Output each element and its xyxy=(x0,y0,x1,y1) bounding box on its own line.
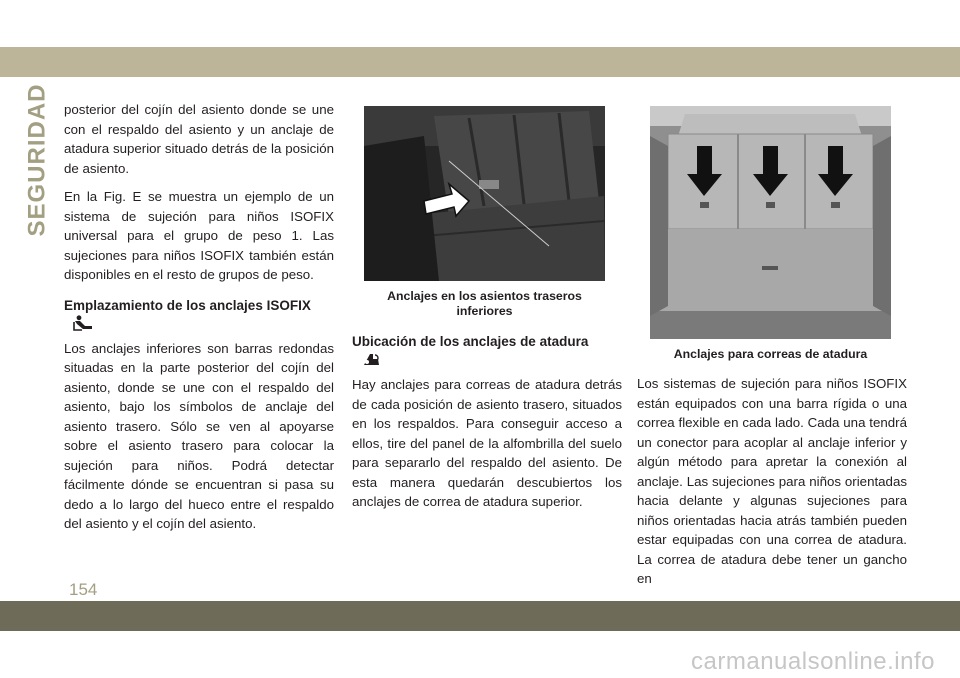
section-tab xyxy=(22,83,52,237)
figure-caption: Anclajes en los asientos traseros inferiores xyxy=(387,289,582,318)
paragraph: posterior del cojín del asiento donde se une con el respaldo del asiento y un anclaje de atadura superior situado detrás de la posición de asiento. xyxy=(64,102,334,176)
rear-seat-illustration xyxy=(364,106,605,281)
paragraph: Los sistemas de sujeción para niños ISOFIX están equipados con una barra rígida o una correa flexible en cada lado. Cada una tendrá un conector para acoplar al anclaje inferior y algún método para apretar la conexión al anclaje. Las sujeciones para niños orientadas hacia delante y algunas sujeciones para niños orientadas hacia atrás también pueden estar equipadas con una correa de atadura. La correa de atadura debe tener un gancho en xyxy=(637,376,907,586)
section-heading-tether: Ubicación de los anclajes de atadura xyxy=(352,334,589,349)
rear-seat-anchors-photo xyxy=(364,106,605,281)
isofix-anchor-icon xyxy=(72,315,94,331)
column-2 xyxy=(352,100,622,521)
tether-anchor-icon xyxy=(360,351,382,367)
paragraph: Los anclajes inferiores son barras redondas situadas en la parte posterior del cojín del asiento, donde se une con el respaldo del asiento, bajo los símbolos de anclaje del asiento trasero. Sólo se ven al apoyarse sobre el asiento trasero para colocar la sujeción para niños. Podrá detectar fácilmente dónde se encuentran si pasa su dedo a lo largo del hueco entre el respaldo del asiento y el cojín del asiento. xyxy=(64,340,334,531)
figure-caption: Anclajes para correas de atadura xyxy=(673,347,868,361)
page-number: 154 xyxy=(69,580,98,599)
tether-anchors-photo xyxy=(650,106,891,339)
column-3 xyxy=(637,100,907,598)
column-1 xyxy=(64,100,334,543)
cargo-area-illustration xyxy=(650,106,891,339)
footer-band xyxy=(0,601,960,631)
paragraph: En la Fig. E se muestra un ejemplo de un sistema de sujeción para niños ISOFIX universal para el grupo de peso 1. Las sujeciones para niños ISOFIX también están disponibles en el resto de grupos de peso. xyxy=(64,189,334,282)
watermark: carmanualsonline.info xyxy=(691,648,935,675)
header-band xyxy=(0,47,960,77)
paragraph: Hay anclajes para correas de atadura detrás de cada posición de asiento trasero, situados en los respaldos. Para conseguir acceso a ellos, tire del panel de la alfombrilla del suelo para separarlo del respaldo del asiento. De esta manera quedarán descubiertos los anclajes de correa de atadura superior. xyxy=(352,377,622,509)
section-tab-label: SEGURIDAD xyxy=(23,83,51,237)
section-heading-isofix: Emplazamiento de los anclajes ISOFIX xyxy=(64,297,311,313)
